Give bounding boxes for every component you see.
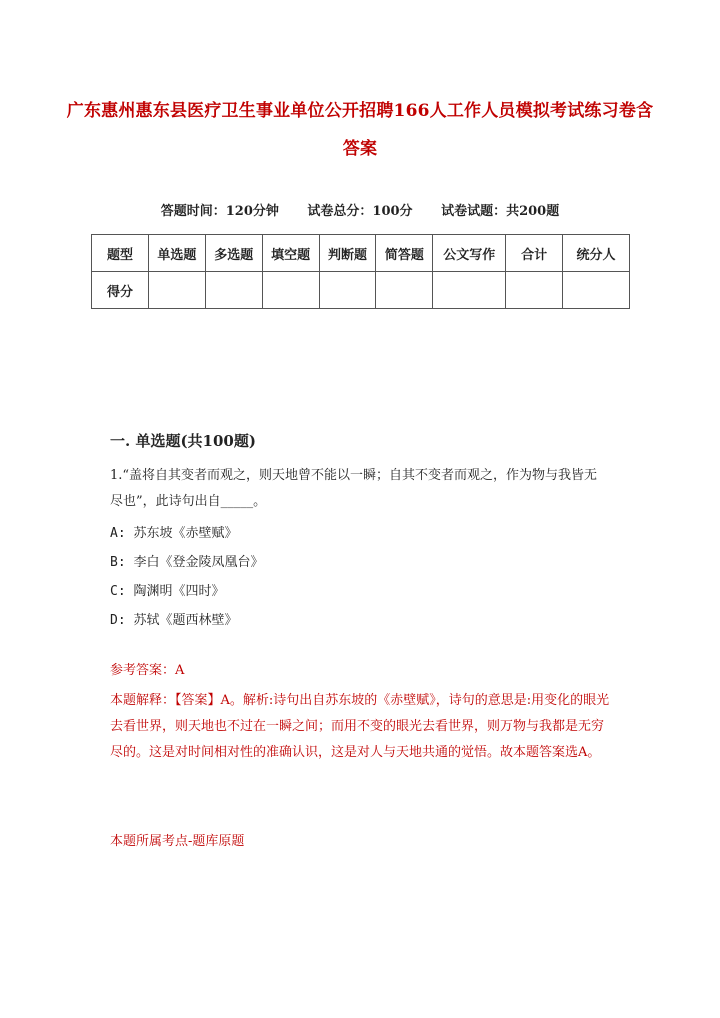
option-text: 苏轼《题西林壁》 bbox=[133, 613, 238, 628]
score-cell bbox=[319, 272, 376, 309]
question-options bbox=[110, 519, 264, 635]
exam-question-count: 试卷试题：共200题 bbox=[441, 204, 560, 219]
score-table-header: 题型 bbox=[92, 235, 149, 272]
answer-explanation: 本题解释：【答案】A。解析:诗句出自苏东坡的《赤壁赋》，诗句的意思是:用变化的眼光去看世界，则天地也不过在一瞬之间；而用不变的眼光去看世界，则万物与我都是无穷尽的。这是对时间相对性的准确认识，这是对人与天地共通的觉悟。故本题答案选A。 bbox=[110, 693, 610, 760]
reference-answer: 参考答案：A bbox=[110, 663, 185, 678]
score-row-label: 得分 bbox=[92, 272, 149, 309]
option-letter: C: bbox=[110, 584, 126, 599]
exam-meta bbox=[0, 200, 720, 219]
option-d bbox=[110, 606, 264, 635]
score-cell bbox=[376, 272, 433, 309]
option-letter: D: bbox=[110, 613, 126, 628]
option-letter: A: bbox=[110, 526, 126, 541]
exam-time: 答题时间：120分钟 bbox=[160, 204, 279, 219]
score-table bbox=[91, 234, 630, 309]
question-text: 1.“盖将自其变者而观之，则天地曾不能以一瞬；自其不变者而观之，作为物与我皆无尽也”，此诗句出自_____。 bbox=[110, 468, 598, 509]
score-table-score-row bbox=[92, 272, 630, 309]
score-cell bbox=[148, 272, 205, 309]
knowledge-point: 本题所属考点-题库原题 bbox=[110, 834, 245, 849]
score-table-header: 统分人 bbox=[563, 235, 630, 272]
score-table-header: 单选题 bbox=[148, 235, 205, 272]
score-table-header-row bbox=[92, 235, 630, 272]
score-table-header: 简答题 bbox=[376, 235, 433, 272]
document-title: 广东惠州惠东县医疗卫生事业单位公开招聘166人工作人员模拟考试练习卷含答案 bbox=[66, 101, 654, 159]
option-letter: B: bbox=[110, 555, 126, 570]
option-a bbox=[110, 519, 264, 548]
score-cell bbox=[433, 272, 506, 309]
score-table-header: 公文写作 bbox=[433, 235, 506, 272]
score-table-header: 多选题 bbox=[205, 235, 262, 272]
score-cell bbox=[262, 272, 319, 309]
option-text: 苏东坡《赤壁赋》 bbox=[133, 526, 238, 541]
option-text: 李白《登金陵凤凰台》 bbox=[133, 555, 264, 570]
score-cell bbox=[506, 272, 563, 309]
score-table-header: 合计 bbox=[506, 235, 563, 272]
score-table-header: 填空题 bbox=[262, 235, 319, 272]
option-c bbox=[110, 577, 264, 606]
section-title: 一. 单选题(共100题) bbox=[110, 432, 256, 450]
option-text: 陶渊明《四时》 bbox=[133, 584, 225, 599]
exam-total-score: 试卷总分：100分 bbox=[307, 204, 413, 219]
score-table-header: 判断题 bbox=[319, 235, 376, 272]
option-b bbox=[110, 548, 264, 577]
score-cell bbox=[563, 272, 630, 309]
score-cell bbox=[205, 272, 262, 309]
